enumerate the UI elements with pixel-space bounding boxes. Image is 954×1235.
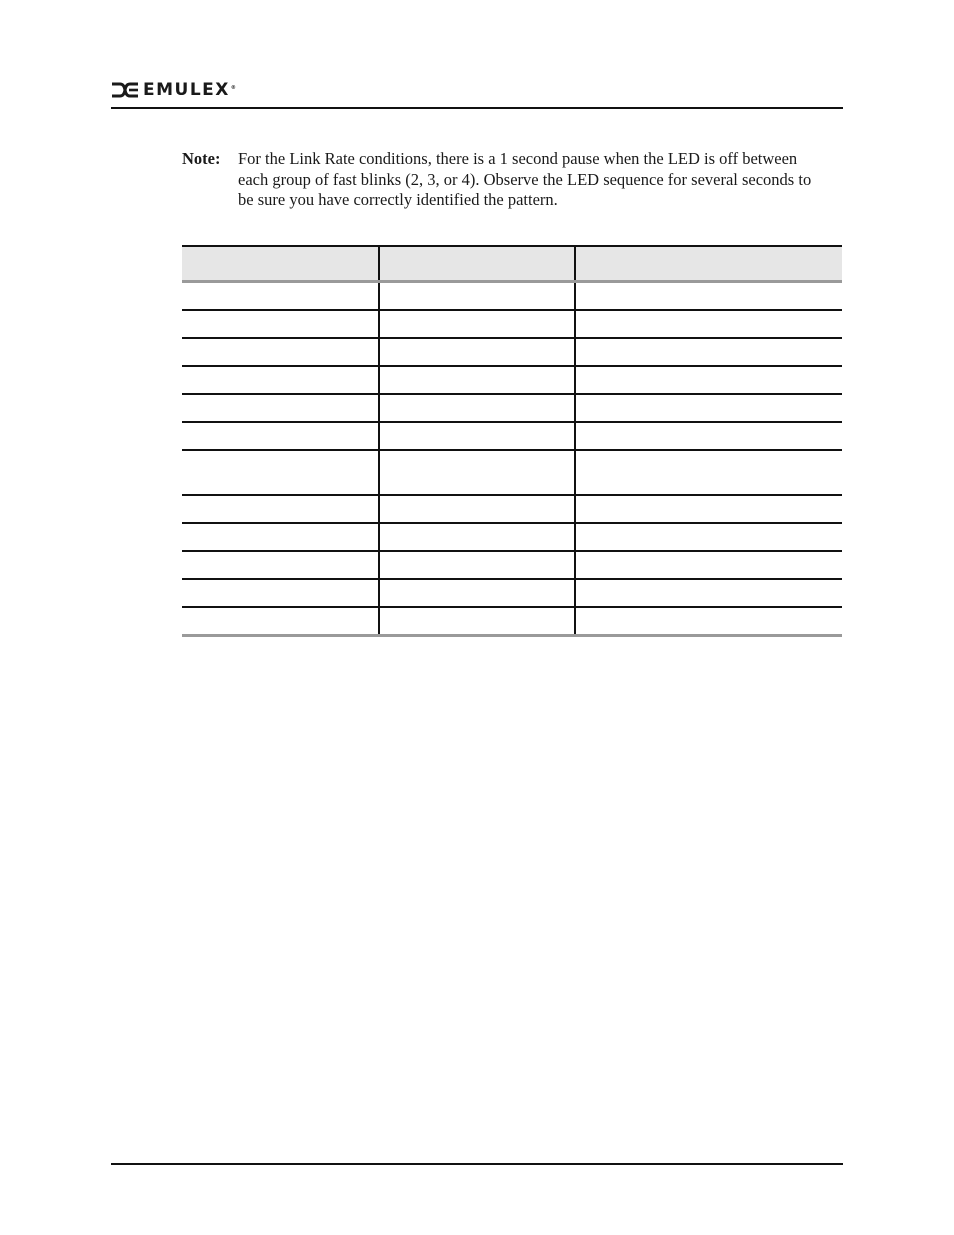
table-cell xyxy=(575,607,842,636)
table-cell xyxy=(379,394,575,422)
led-table xyxy=(182,245,842,637)
table-cell xyxy=(182,394,379,422)
note-text: For the Link Rate conditions, there is a 1 second pause when the LED is off between each group of fast blinks (2, 3, or 4). Observe the LED sequence for several seconds to be sure you have correctly identified the pattern. xyxy=(238,149,812,209)
trademark-symbol: ® xyxy=(230,85,238,91)
table-cell xyxy=(575,551,842,579)
table-cell xyxy=(575,495,842,523)
table-cell xyxy=(182,338,379,366)
footer-divider xyxy=(111,1163,843,1165)
table-cell xyxy=(182,607,379,636)
table-row xyxy=(182,338,842,366)
table-cell xyxy=(379,310,575,338)
table-row xyxy=(182,366,842,394)
table-row xyxy=(182,450,842,495)
table-row xyxy=(182,607,842,636)
table-cell xyxy=(182,282,379,311)
brand-name: EMULEX® xyxy=(143,80,238,100)
table-cell xyxy=(182,366,379,394)
table-row xyxy=(182,394,842,422)
table-cell xyxy=(575,310,842,338)
table-cell xyxy=(182,450,379,495)
table-row xyxy=(182,495,842,523)
table-header-cell xyxy=(182,246,379,282)
table-header-cell xyxy=(379,246,575,282)
table-cell xyxy=(379,579,575,607)
table-cell xyxy=(575,282,842,311)
table-header-row xyxy=(182,246,842,282)
table-row xyxy=(182,310,842,338)
table-header-cell xyxy=(575,246,842,282)
table-cell xyxy=(379,422,575,450)
table-cell xyxy=(379,282,575,311)
table-cell xyxy=(182,523,379,551)
emulex-logo xyxy=(111,80,237,100)
table-cell xyxy=(379,523,575,551)
header-divider xyxy=(111,107,843,109)
table-cell xyxy=(379,551,575,579)
table-cell xyxy=(379,495,575,523)
table-cell xyxy=(379,607,575,636)
table-row xyxy=(182,422,842,450)
table-cell xyxy=(575,450,842,495)
table-cell xyxy=(575,422,842,450)
table-cell xyxy=(182,551,379,579)
table-cell xyxy=(379,338,575,366)
table-row xyxy=(182,551,842,579)
table-cell xyxy=(575,338,842,366)
emulex-logo-icon xyxy=(111,82,139,98)
table-cell xyxy=(182,495,379,523)
table-cell xyxy=(575,579,842,607)
table-cell xyxy=(379,366,575,394)
table xyxy=(182,245,842,637)
table-cell xyxy=(575,394,842,422)
table-cell xyxy=(182,579,379,607)
note-label: Note: xyxy=(182,149,221,168)
table-row xyxy=(182,282,842,311)
table-row xyxy=(182,523,842,551)
table-cell xyxy=(379,450,575,495)
table-cell xyxy=(575,366,842,394)
table-cell xyxy=(182,310,379,338)
page-header xyxy=(111,80,843,110)
table-cell xyxy=(575,523,842,551)
table-cell xyxy=(182,422,379,450)
table-row xyxy=(182,579,842,607)
